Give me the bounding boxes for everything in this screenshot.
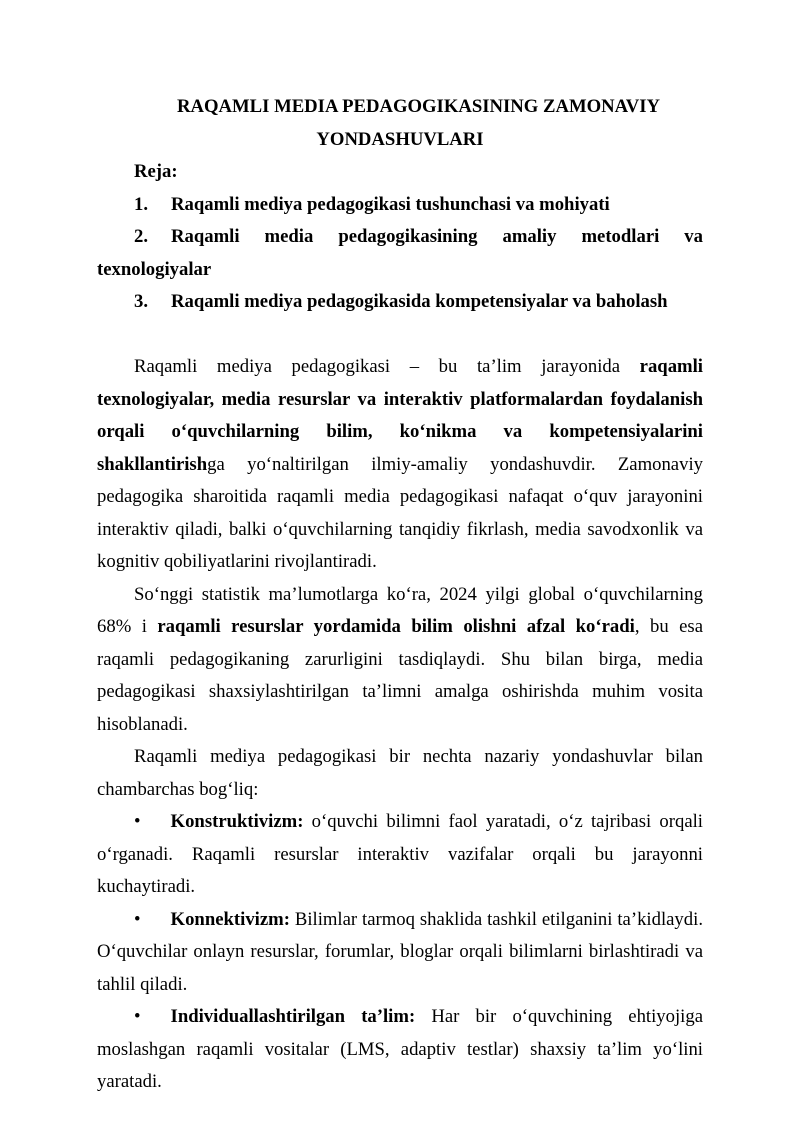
numbered-item bbox=[97, 189, 703, 222]
text-run: Raqamli media pedagogikasining amaliy metodlari va texnologiyalar bbox=[97, 226, 703, 280]
document-title bbox=[97, 91, 703, 156]
tab-gap bbox=[148, 209, 171, 210]
bullet-marker: • bbox=[134, 1006, 141, 1027]
text-run: Raqamli mediya pedagogikasi – bu ta’lim jarayonida bbox=[134, 356, 640, 377]
tab-gap bbox=[141, 1021, 171, 1022]
numbered-item bbox=[97, 286, 703, 319]
bullet-item bbox=[97, 904, 703, 1002]
text-run: raqamli resurslar yordamida bilim olishni afzal ko‘radi bbox=[157, 616, 635, 637]
paragraph bbox=[97, 579, 703, 742]
text-run: ga yo‘naltirilgan ilmiy-amaliy yondashuvdir. Zamonaviy pedagogika sharoitida raqamli media pedagogikasi nafaqat o‘quv jarayonini interaktiv qiladi, balki o‘quvchilarning tanqidiy fikrlash, media savodxonlik va kognitiv qobiliyatlarini rivojlantiradi. bbox=[97, 453, 703, 572]
blank-line bbox=[97, 319, 703, 352]
tab-gap bbox=[148, 241, 171, 242]
title-line-1: RAQAMLI MEDIA PEDAGOGIKASINING ZAMONAVIY bbox=[177, 96, 660, 117]
text-run: Raqamli mediya pedagogikasi bir nechta nazariy yondashuvlar bilan chambarchas bog‘liq: bbox=[97, 746, 703, 800]
text-run: Konstruktivizm: bbox=[170, 811, 304, 832]
tab-gap bbox=[148, 306, 171, 307]
text-run: Har bir o‘quvchining ehtiyojiga moslashgan raqamli vositalar (LMS, adaptiv testlar) shaxsiy ta’lim yo‘lini yaratadi. bbox=[97, 1006, 704, 1092]
text-run: So‘nggi statistik ma’lumotlarga ko‘ra, 2024 yilgi global o‘quvchilarning 68% i bbox=[97, 583, 703, 637]
text-run: Individuallashtirilgan ta’lim: bbox=[170, 1006, 416, 1027]
document-body bbox=[97, 156, 703, 1099]
bullet-item bbox=[97, 806, 703, 904]
text-run: Raqamli mediya pedagogikasida kompetensiyalar va baholash bbox=[171, 291, 668, 312]
title-line-2: YONDASHUVLARI bbox=[316, 128, 484, 150]
text-run: o‘quvchi bilimni faol yaratadi, o‘z tajribasi orqali o‘rganadi. Raqamli resurslar interaktiv vazifalar orqali bu jarayonni kuchaytiradi. bbox=[97, 811, 703, 897]
paragraph bbox=[97, 741, 703, 806]
tab-gap bbox=[141, 924, 171, 925]
text-run: raqamli texnologiyalar, media resurslar va interaktiv platformalardan foydalanish orqali o‘quvchilarning bilim, ko‘nikma va kompetensiyalarini shakllantirish bbox=[97, 356, 703, 475]
text-run: Reja: bbox=[134, 161, 178, 182]
list-number: 1. bbox=[134, 193, 149, 215]
text-run: Bilimlar tarmoq shaklida tashkil etilganini ta’kidlaydi. O‘quvchilar onlayn resurslar, forumlar, bloglar orqali bilimlarni birlashtiradi va tahlil qiladi. bbox=[97, 908, 703, 995]
plan-label bbox=[97, 156, 703, 189]
bullet-marker: • bbox=[134, 908, 141, 930]
paragraph bbox=[97, 351, 703, 579]
text-run: , bu esa raqamli pedagogikaning zarurligini tasdiqlaydi. Shu bilan birga, media pedagogikasi shaxsiylashtirilgan ta’limni amalga oshirishda muhim vosita hisoblanadi. bbox=[97, 616, 703, 735]
bullet-item bbox=[97, 1001, 703, 1099]
text-run: Raqamli mediya pedagogikasi tushunchasi va mohiyati bbox=[171, 193, 610, 215]
list-number: 3. bbox=[134, 291, 149, 312]
tab-gap bbox=[141, 826, 171, 827]
text-run: Konnektivizm: bbox=[170, 908, 290, 930]
bullet-marker: • bbox=[134, 811, 141, 832]
numbered-item bbox=[97, 221, 703, 286]
list-number: 2. bbox=[134, 226, 149, 247]
